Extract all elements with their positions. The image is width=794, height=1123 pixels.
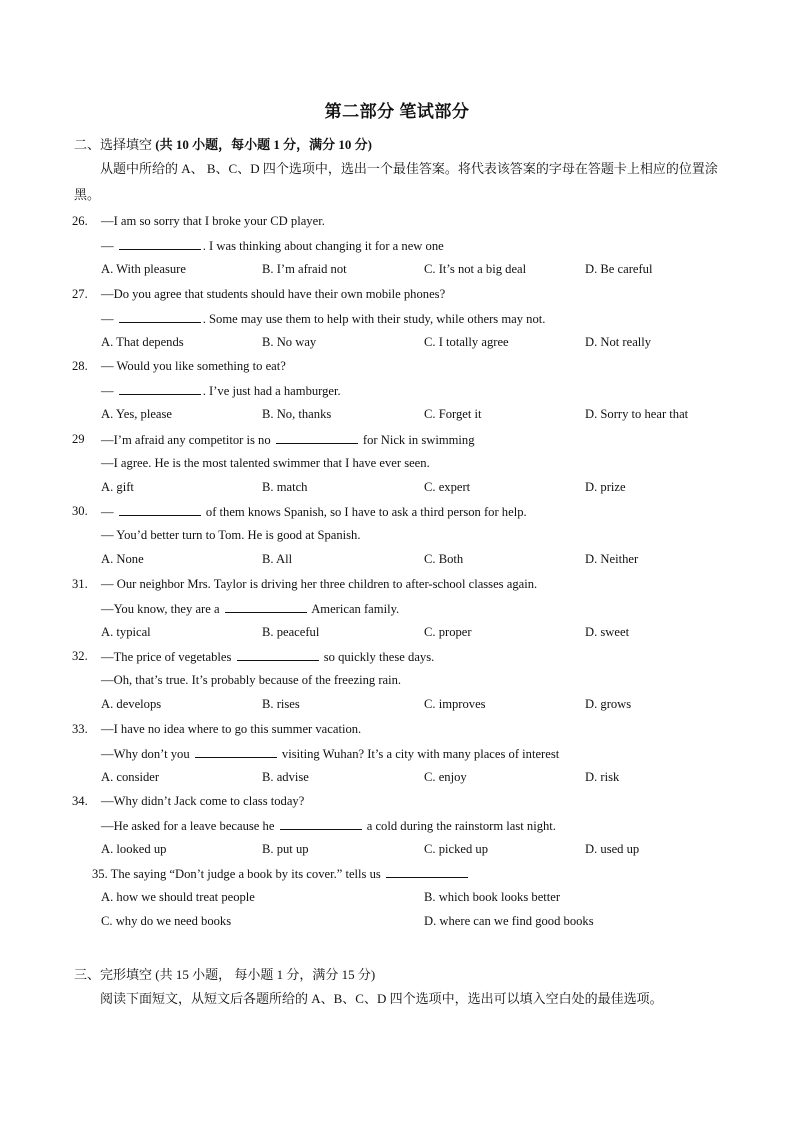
question-number: 32. bbox=[72, 649, 88, 663]
option-b: B. put up bbox=[262, 842, 309, 856]
question-line2 bbox=[101, 311, 545, 327]
option-c: C. enjoy bbox=[424, 769, 467, 784]
option-a: A. gift bbox=[101, 479, 134, 494]
question-text: — bbox=[101, 384, 117, 398]
option-c: C. expert bbox=[424, 479, 471, 494]
option-b: B. peaceful bbox=[262, 624, 320, 639]
question-text: — bbox=[101, 311, 117, 326]
question-line1 bbox=[101, 577, 537, 592]
option-b: B. match bbox=[262, 479, 308, 494]
question-text: —He asked for a leave because he bbox=[101, 819, 278, 833]
q35-option-b: B. which book looks better bbox=[424, 890, 561, 904]
option-d: D. Be careful bbox=[585, 262, 653, 276]
question-line2 bbox=[101, 746, 559, 762]
option-c: C. It’s not a big deal bbox=[424, 262, 527, 276]
section2-heading-label: 二、选择填空 bbox=[74, 137, 153, 152]
answer-blank bbox=[276, 432, 358, 444]
question-text: —Why don’t you bbox=[101, 746, 193, 761]
option-a: A. That depends bbox=[101, 334, 184, 349]
question-text: — Would you like something to eat? bbox=[101, 359, 286, 373]
question-line2 bbox=[101, 456, 430, 471]
question-line2 bbox=[101, 383, 341, 399]
question-line2 bbox=[101, 238, 444, 254]
page-title: 第二部分 笔试部分 bbox=[324, 102, 470, 121]
question-text: so quickly these days. bbox=[320, 650, 435, 664]
question-number: 31. bbox=[72, 576, 88, 591]
option-b: B. I’m afraid not bbox=[262, 262, 347, 276]
option-d: D. sweet bbox=[585, 624, 630, 639]
option-d: D. risk bbox=[585, 769, 620, 784]
question-text: — bbox=[101, 505, 117, 519]
question-text: for Nick in swimming bbox=[359, 432, 475, 447]
option-c: C. Forget it bbox=[424, 407, 482, 421]
question-text: . Some may use them to help with their study, while others may not. bbox=[202, 311, 546, 326]
q35-stem-text: 35. The saying “Don’t judge a book by its cover.” tells us bbox=[92, 867, 384, 881]
option-a: A. None bbox=[101, 552, 144, 566]
option-d: D. grows bbox=[585, 697, 632, 711]
question-number: 26. bbox=[72, 214, 88, 228]
option-c: C. improves bbox=[424, 697, 486, 711]
option-b: B. rises bbox=[262, 697, 300, 711]
question-text: . I’ve just had a hamburger. bbox=[202, 384, 341, 398]
q35-option-c: C. why do we need books bbox=[101, 914, 232, 928]
answer-blank bbox=[225, 601, 307, 613]
option-d: D. prize bbox=[585, 479, 626, 494]
section3-instruction: 阅读下面短文，从短文后各题所给的 A、B、C、D 四个选项中，选出可以填入空白处的最佳选项。 bbox=[100, 991, 663, 1006]
question-number: 33. bbox=[72, 721, 88, 736]
question-text: —I agree. He is the most talented swimmer that I have ever seen. bbox=[101, 455, 430, 470]
question-text: a cold during the rainstorm last night. bbox=[363, 819, 556, 833]
question-text: . I was thinking about changing it for a new one bbox=[202, 239, 444, 253]
question-text: — Our neighbor Mrs. Taylor is driving her three children to after-school classes again. bbox=[101, 576, 538, 591]
option-b: B. All bbox=[262, 552, 293, 566]
option-a: A. With pleasure bbox=[101, 262, 186, 276]
option-b: B. No, thanks bbox=[262, 407, 332, 421]
question-text: —Why didn’t Jack come to class today? bbox=[101, 794, 305, 808]
option-d: D. used up bbox=[585, 842, 640, 856]
option-d: D. Neither bbox=[585, 552, 639, 566]
option-c: C. I totally agree bbox=[424, 334, 509, 349]
question-number: 34. bbox=[72, 794, 88, 808]
section2-heading bbox=[74, 134, 372, 153]
question-line1 bbox=[101, 504, 527, 520]
option-c: C. picked up bbox=[424, 842, 489, 856]
answer-blank bbox=[237, 649, 319, 661]
option-b: B. No way bbox=[262, 334, 317, 349]
answer-blank bbox=[386, 866, 468, 878]
question-line2 bbox=[101, 601, 399, 617]
question-text: —I have no idea where to go this summer vacation. bbox=[101, 721, 362, 736]
question-text: —The price of vegetables bbox=[101, 650, 235, 664]
question-line2 bbox=[101, 673, 401, 688]
option-c: C. Both bbox=[424, 552, 464, 566]
answer-blank bbox=[119, 311, 201, 323]
question-number: 30. bbox=[72, 504, 88, 518]
question-line1 bbox=[101, 359, 286, 374]
option-b: B. advise bbox=[262, 769, 309, 784]
answer-blank bbox=[119, 383, 201, 395]
question-line1 bbox=[101, 432, 475, 448]
option-d: D. Not really bbox=[585, 334, 652, 349]
question-text: —Do you agree that students should have their own mobile phones? bbox=[101, 286, 446, 301]
answer-blank bbox=[119, 238, 201, 250]
question-line1 bbox=[101, 722, 361, 737]
q35-option-a: A. how we should treat people bbox=[101, 890, 255, 904]
question-number: 28. bbox=[72, 359, 88, 373]
answer-blank bbox=[195, 746, 277, 758]
question-line1 bbox=[101, 794, 304, 809]
question-text: visiting Wuhan? It’s a city with many places of interest bbox=[278, 746, 560, 761]
q35-option-d: D. where can we find good books bbox=[424, 914, 594, 928]
question-text: —You know, they are a bbox=[101, 601, 223, 616]
option-a: A. Yes, please bbox=[101, 407, 173, 421]
section2-heading-detail: (共 10 小题，每小题 1 分，满分 10 分) bbox=[152, 137, 372, 152]
question-line1 bbox=[101, 214, 325, 229]
section2-instruction: 从题中所给的 A、 B、C、D 四个选项中，选出一个最佳答案。将代表该答案的字母在答题卡上相应的位置涂黑。 bbox=[74, 161, 718, 202]
question-text: American family. bbox=[308, 601, 400, 616]
option-a: A. typical bbox=[101, 624, 151, 639]
question-number: 29 bbox=[72, 431, 85, 446]
question-text: — You’d better turn to Tom. He is good at Spanish. bbox=[101, 528, 361, 542]
question-line2 bbox=[101, 818, 556, 834]
question-text: of them knows Spanish, so I have to ask a third person for help. bbox=[202, 505, 527, 519]
question-number: 27. bbox=[72, 286, 88, 301]
option-a: A. looked up bbox=[101, 842, 167, 856]
question-text: — bbox=[101, 239, 117, 253]
option-a: A. consider bbox=[101, 769, 160, 784]
question-text: —I’m afraid any competitor is no bbox=[101, 432, 274, 447]
question-line1 bbox=[101, 287, 445, 302]
answer-blank bbox=[119, 504, 201, 516]
option-a: A. develops bbox=[101, 697, 162, 711]
question-text: —Oh, that’s true. It’s probably because of the freezing rain. bbox=[101, 673, 402, 687]
option-c: C. proper bbox=[424, 624, 472, 639]
answer-blank bbox=[280, 818, 362, 830]
section3-heading: 三、完形填空 (共 15 小题， 每小题 1 分，满分 15 分) bbox=[74, 967, 376, 982]
question-line1 bbox=[101, 649, 434, 665]
q35-stem bbox=[92, 866, 470, 882]
option-d: D. Sorry to hear that bbox=[585, 407, 689, 421]
question-line2 bbox=[101, 528, 361, 543]
question-text: —I am so sorry that I broke your CD player. bbox=[101, 214, 325, 228]
